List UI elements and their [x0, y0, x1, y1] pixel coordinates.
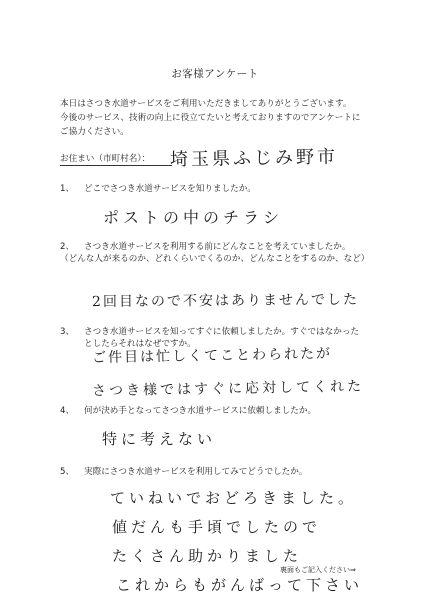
- question-text: どこでさつき水道サービスを知りましたか。: [84, 184, 256, 194]
- answer-3-line-1: ご件目は忙しくてことわられたが: [91, 345, 333, 367]
- intro-text: [60, 97, 410, 139]
- answer-5-line-4: これからもがんばって下さい: [116, 576, 364, 594]
- question-4: [60, 405, 400, 419]
- question-number: 4、: [60, 406, 75, 416]
- address-row: [60, 146, 360, 171]
- question-subtext: としたらそれはなぜですか。: [84, 339, 196, 349]
- answer-1-line-1: ポストの中のチラシ: [103, 208, 284, 227]
- question-text: さつき水道サービスを知ってすぐに依頼しましたか。すぐではなかった: [84, 327, 360, 337]
- intro-line: 今後のサービス、技術の向上に役立てたいと考えておりますのでアンケートに: [60, 113, 361, 123]
- question-subtext: （どんな人が来るのか、どれくらいでくるのか、どんなことをするのか、など）: [60, 254, 370, 264]
- question-number: 1、: [60, 184, 75, 194]
- answer-5-line-2: 値だんも手頃でしたので: [112, 518, 322, 536]
- question-1: [60, 183, 400, 197]
- address-underline: [60, 165, 172, 166]
- address-label: お住まい（市町村名）：: [60, 154, 151, 164]
- question-5: [60, 466, 400, 480]
- question-number: 5、: [60, 467, 75, 477]
- question-number: 2、: [60, 242, 75, 252]
- question-text: 何が決め手となってさつき水道サービスに依頼しましたか。: [84, 406, 317, 416]
- answer-2-line-1: 2回目なので不安はありませんでした: [91, 291, 359, 311]
- answer-5-line-3: たくさん助かりました: [112, 547, 303, 565]
- intro-line: ご協力ください。: [60, 127, 129, 137]
- address-handwritten-value: 埼玉県ふじみ野市: [169, 146, 339, 171]
- question-2: [60, 241, 420, 267]
- question-number: 3、: [60, 327, 75, 337]
- answer-4-line-1: 特に考えない: [102, 430, 217, 448]
- question-text: 実際にさつき水道サービスを利用してみてどうでしたか。: [84, 467, 308, 477]
- question-text: さつき水道サービスを利用する前にどんなことを考えていましたか。: [84, 242, 351, 252]
- page-title: お客様アンケート: [171, 68, 259, 80]
- reverse-side-note: 裏面もご記入ください⇒: [280, 566, 356, 574]
- answer-5-line-1: ていねいでおどろきました。: [110, 489, 358, 507]
- intro-line: 本日はさつき水道サービスをご利用いただきましてありがとうございます。: [60, 99, 352, 109]
- answer-3-line-2: さつき様ではすぐに応対してくれた: [91, 378, 365, 400]
